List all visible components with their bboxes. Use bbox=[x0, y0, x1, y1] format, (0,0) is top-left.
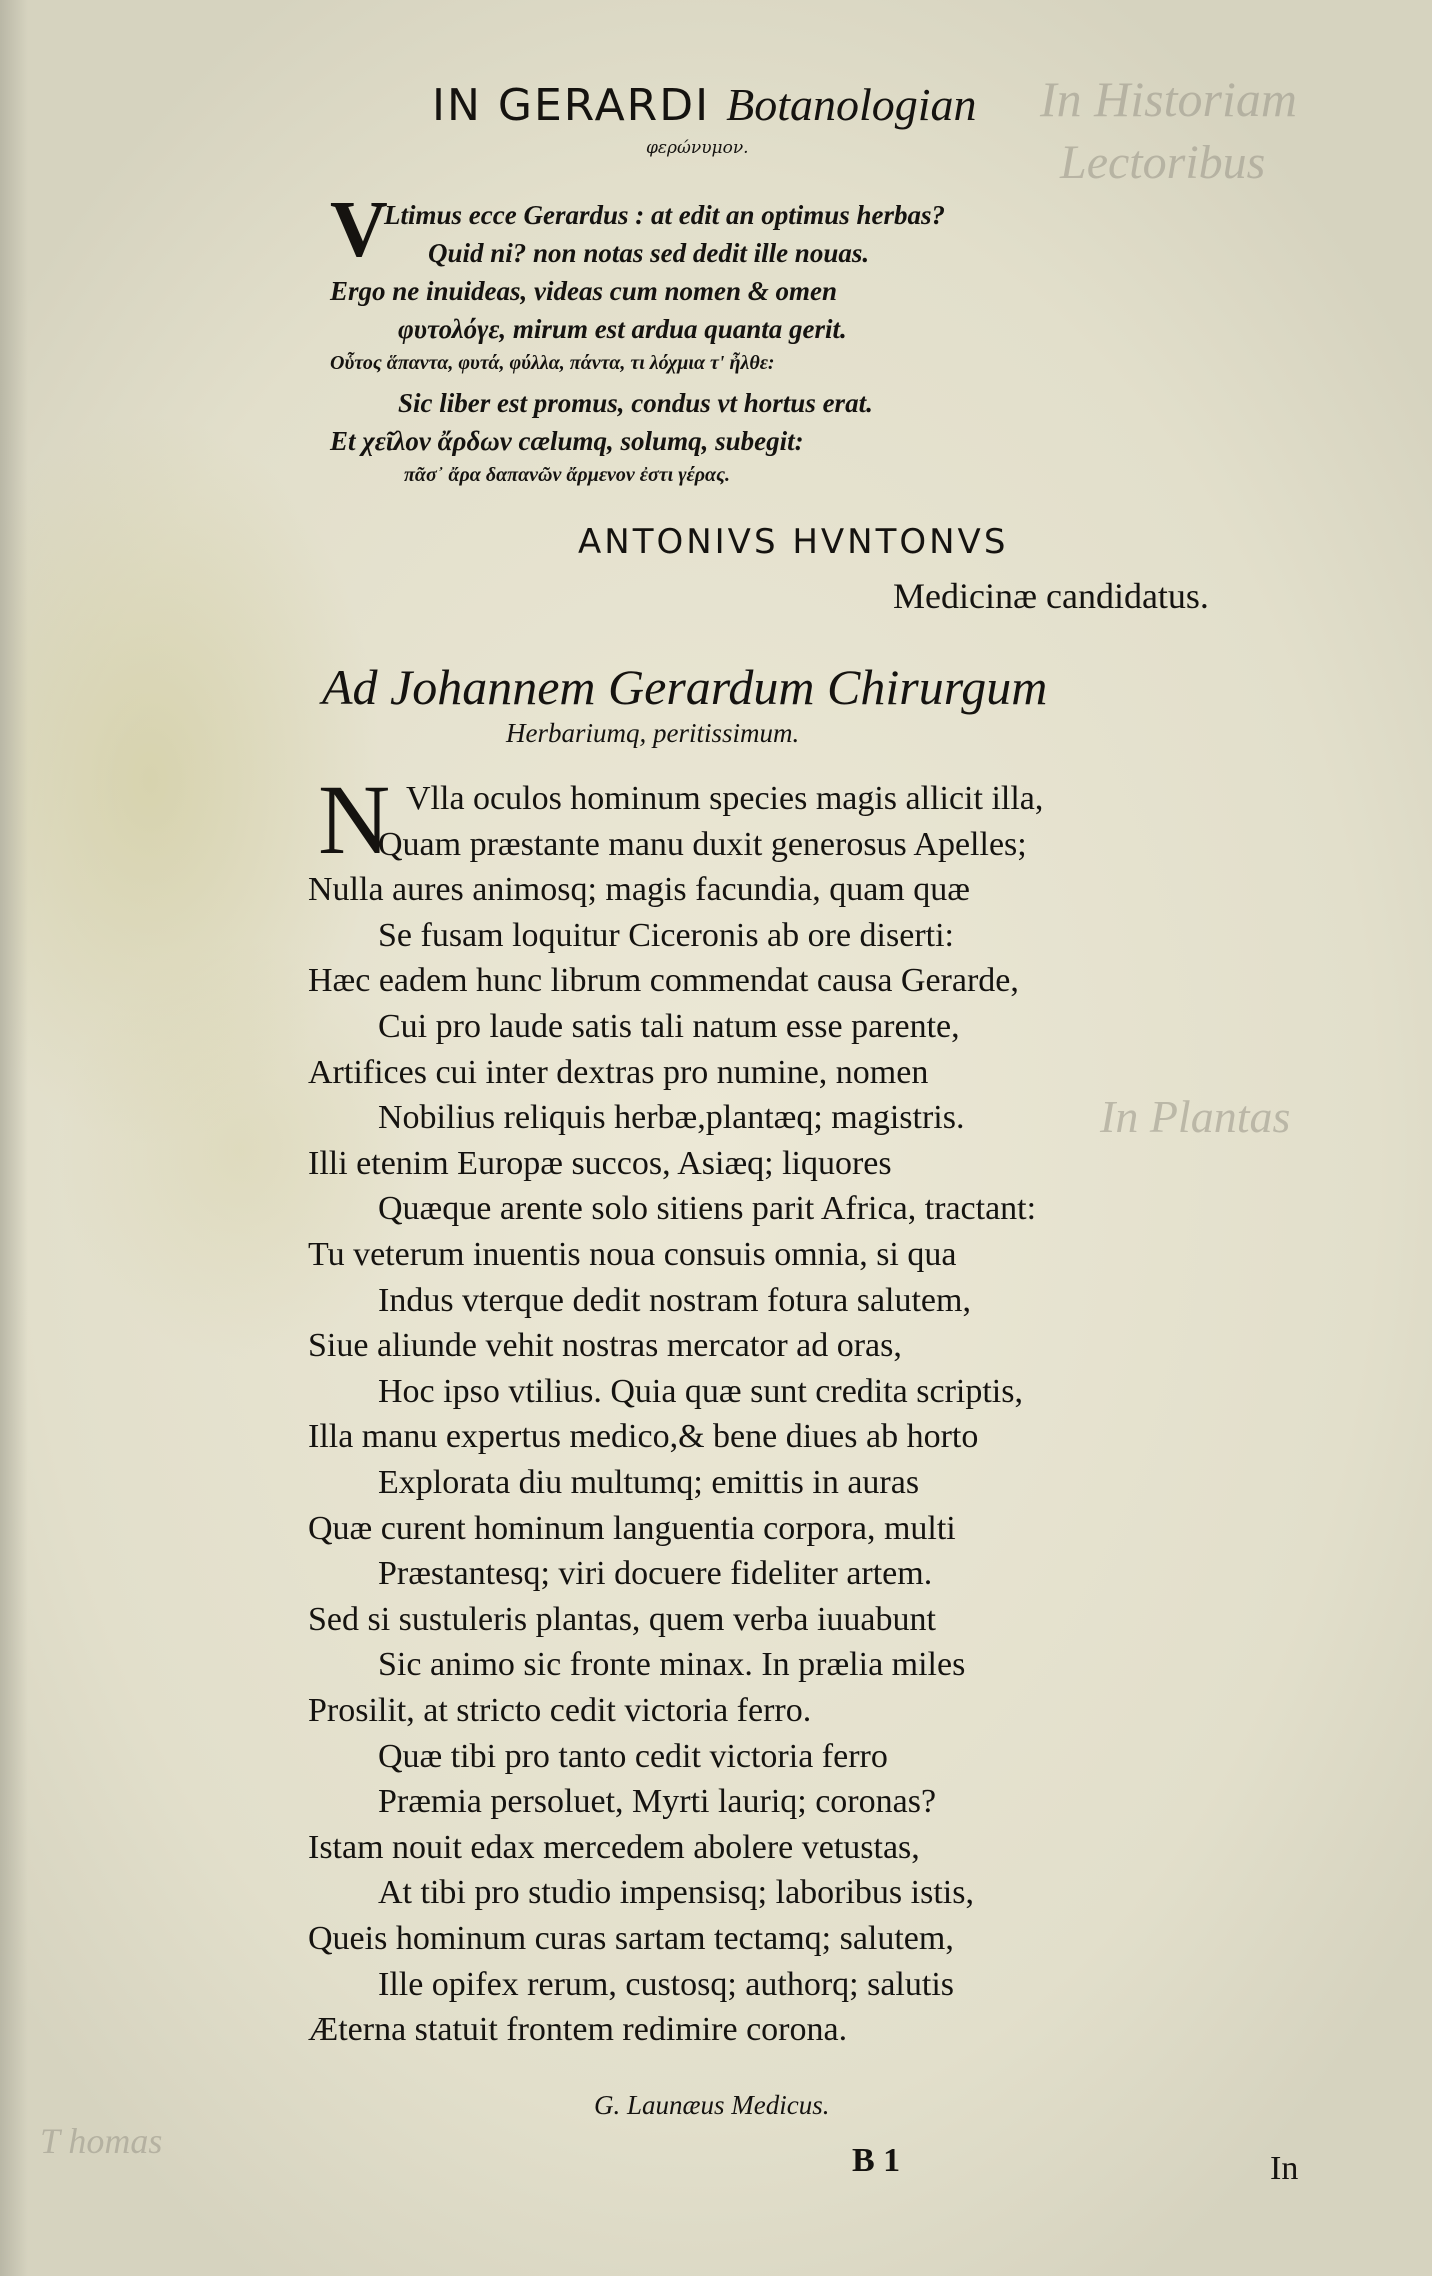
poem2-line: Siue aliunde vehit nostras mercator ad oras, bbox=[308, 1327, 902, 1364]
poem2-line: Nulla aures animosq; magis facundia, quam quæ bbox=[308, 871, 970, 908]
drop-cap-n: N bbox=[318, 764, 391, 875]
poem2-signature: G. Launæus Medicus. bbox=[594, 2090, 830, 2120]
poem2-line: Quæ tibi pro tanto cedit victoria ferro bbox=[378, 1738, 888, 1775]
poem2-line: Istam nouit edax mercedem abolere vetustas, bbox=[308, 1829, 920, 1866]
poem2-line: Hoc ipso vtilius. Quia quæ sunt credita scriptis, bbox=[378, 1373, 1023, 1410]
poem2-line: Tu veterum inuentis noua consuis omnia, si qua bbox=[308, 1236, 957, 1273]
poem2-line: Sic animo sic fronte minax. In prælia miles bbox=[378, 1646, 966, 1683]
poem2-line: Indus vterque dedit nostram fotura salutem, bbox=[378, 1282, 971, 1319]
poem2-line: Queis hominum curas sartam tectamq; salutem, bbox=[308, 1920, 954, 1957]
poem2-subheading: Herbariumq, peritissimum. bbox=[506, 718, 800, 748]
title-italic: Botanologian bbox=[726, 79, 977, 130]
poem1-author: ANTONIVS HVNTONVS bbox=[578, 522, 1009, 562]
poem1-line: Et χεῖλον ἄρδων cælumq, solumq, subegit: bbox=[330, 426, 804, 456]
title-caps: IN GERARDI bbox=[432, 80, 711, 131]
poem2-line: Nobilius reliquis herbæ,plantæq; magistris. bbox=[378, 1099, 965, 1136]
page-gutter-shadow bbox=[0, 0, 28, 2276]
poem2-line: Quam præstante manu duxit generosus Apelles; bbox=[378, 826, 1027, 863]
drop-cap-v: V bbox=[330, 186, 388, 274]
poem2-line: Præmia persoluet, Myrti lauriq; coronas? bbox=[378, 1783, 937, 1820]
poem2-line: Illi etenim Europæ succos, Asiæq; liquores bbox=[308, 1145, 892, 1182]
show-through-text: In Plantas bbox=[1100, 1091, 1291, 1142]
poem2-line: Sed si sustuleris plantas, quem verba iuuabunt bbox=[308, 1601, 936, 1638]
poem1-line: Quid ni? non notas sed dedit ille nouas. bbox=[428, 238, 870, 268]
catchword: In bbox=[1270, 2150, 1299, 2187]
poem2-line: Quæque arente solo sitiens parit Africa, tractant: bbox=[378, 1190, 1037, 1227]
poem1-line: Ltimus ecce Gerardus : at edit an optimus herbas? bbox=[384, 200, 946, 230]
poem2-line: Artifices cui inter dextras pro numine, nomen bbox=[308, 1054, 929, 1091]
show-through-text: T homas bbox=[40, 2121, 163, 2161]
poem2-heading: Ad Johannem Gerardum Chirurgum bbox=[322, 659, 1048, 715]
page-title bbox=[432, 78, 977, 131]
poem2-line: At tibi pro studio impensisq; laboribus istis, bbox=[378, 1874, 974, 1911]
poem2-line: Ille opifex rerum, custosq; authorq; salutis bbox=[378, 1966, 954, 2003]
poem1-line: Sic liber est promus, condus vt hortus erat. bbox=[398, 388, 873, 418]
poem2-line: Cui pro laude satis tali natum esse parente, bbox=[378, 1008, 960, 1045]
show-through-text: In Historiam bbox=[1040, 71, 1297, 127]
show-through-text: Lectoribus bbox=[1060, 136, 1266, 189]
poem2-line: Æterna statuit frontem redimire corona. bbox=[308, 2011, 848, 2048]
greek-subtitle: φερώνυμον. bbox=[646, 138, 749, 158]
poem1-line: Οὗτος ἅπαντα, φυτά, φύλλα, πάντα, τι λόχμια τ' ἦλθε: bbox=[330, 352, 775, 374]
poem2-line: Vlla oculos hominum species magis allicit illa, bbox=[406, 780, 1044, 817]
poem2-line: Præstantesq; viri docuere fideliter artem. bbox=[378, 1555, 933, 1592]
poem2-line: Prosilit, at stricto cedit victoria ferro. bbox=[308, 1692, 812, 1729]
poem2-line: Se fusam loquitur Ciceronis ab ore diserti: bbox=[378, 917, 954, 954]
poem2-line: Quæ curent hominum languentia corpora, multi bbox=[308, 1510, 956, 1547]
signature-mark: B 1 bbox=[852, 2142, 901, 2179]
poem2-line: Explorata diu multumq; emittis in auras bbox=[378, 1464, 920, 1501]
poem1-line: φυτολόγε, mirum est ardua quanta gerit. bbox=[398, 314, 847, 344]
poem1-author-title: Medicinæ candidatus. bbox=[893, 576, 1209, 616]
poem1-line: πᾶσ᾽ ἄρα δαπανῶν ἄρμενον ἐστι γέρας. bbox=[404, 464, 731, 486]
poem2-line: Illa manu expertus medico,& bene diues ab horto bbox=[308, 1418, 979, 1455]
poem2-line: Hæc eadem hunc librum commendat causa Gerarde, bbox=[308, 962, 1019, 999]
poem1-line: Ergo ne inuideas, videas cum nomen & omen bbox=[330, 276, 838, 306]
